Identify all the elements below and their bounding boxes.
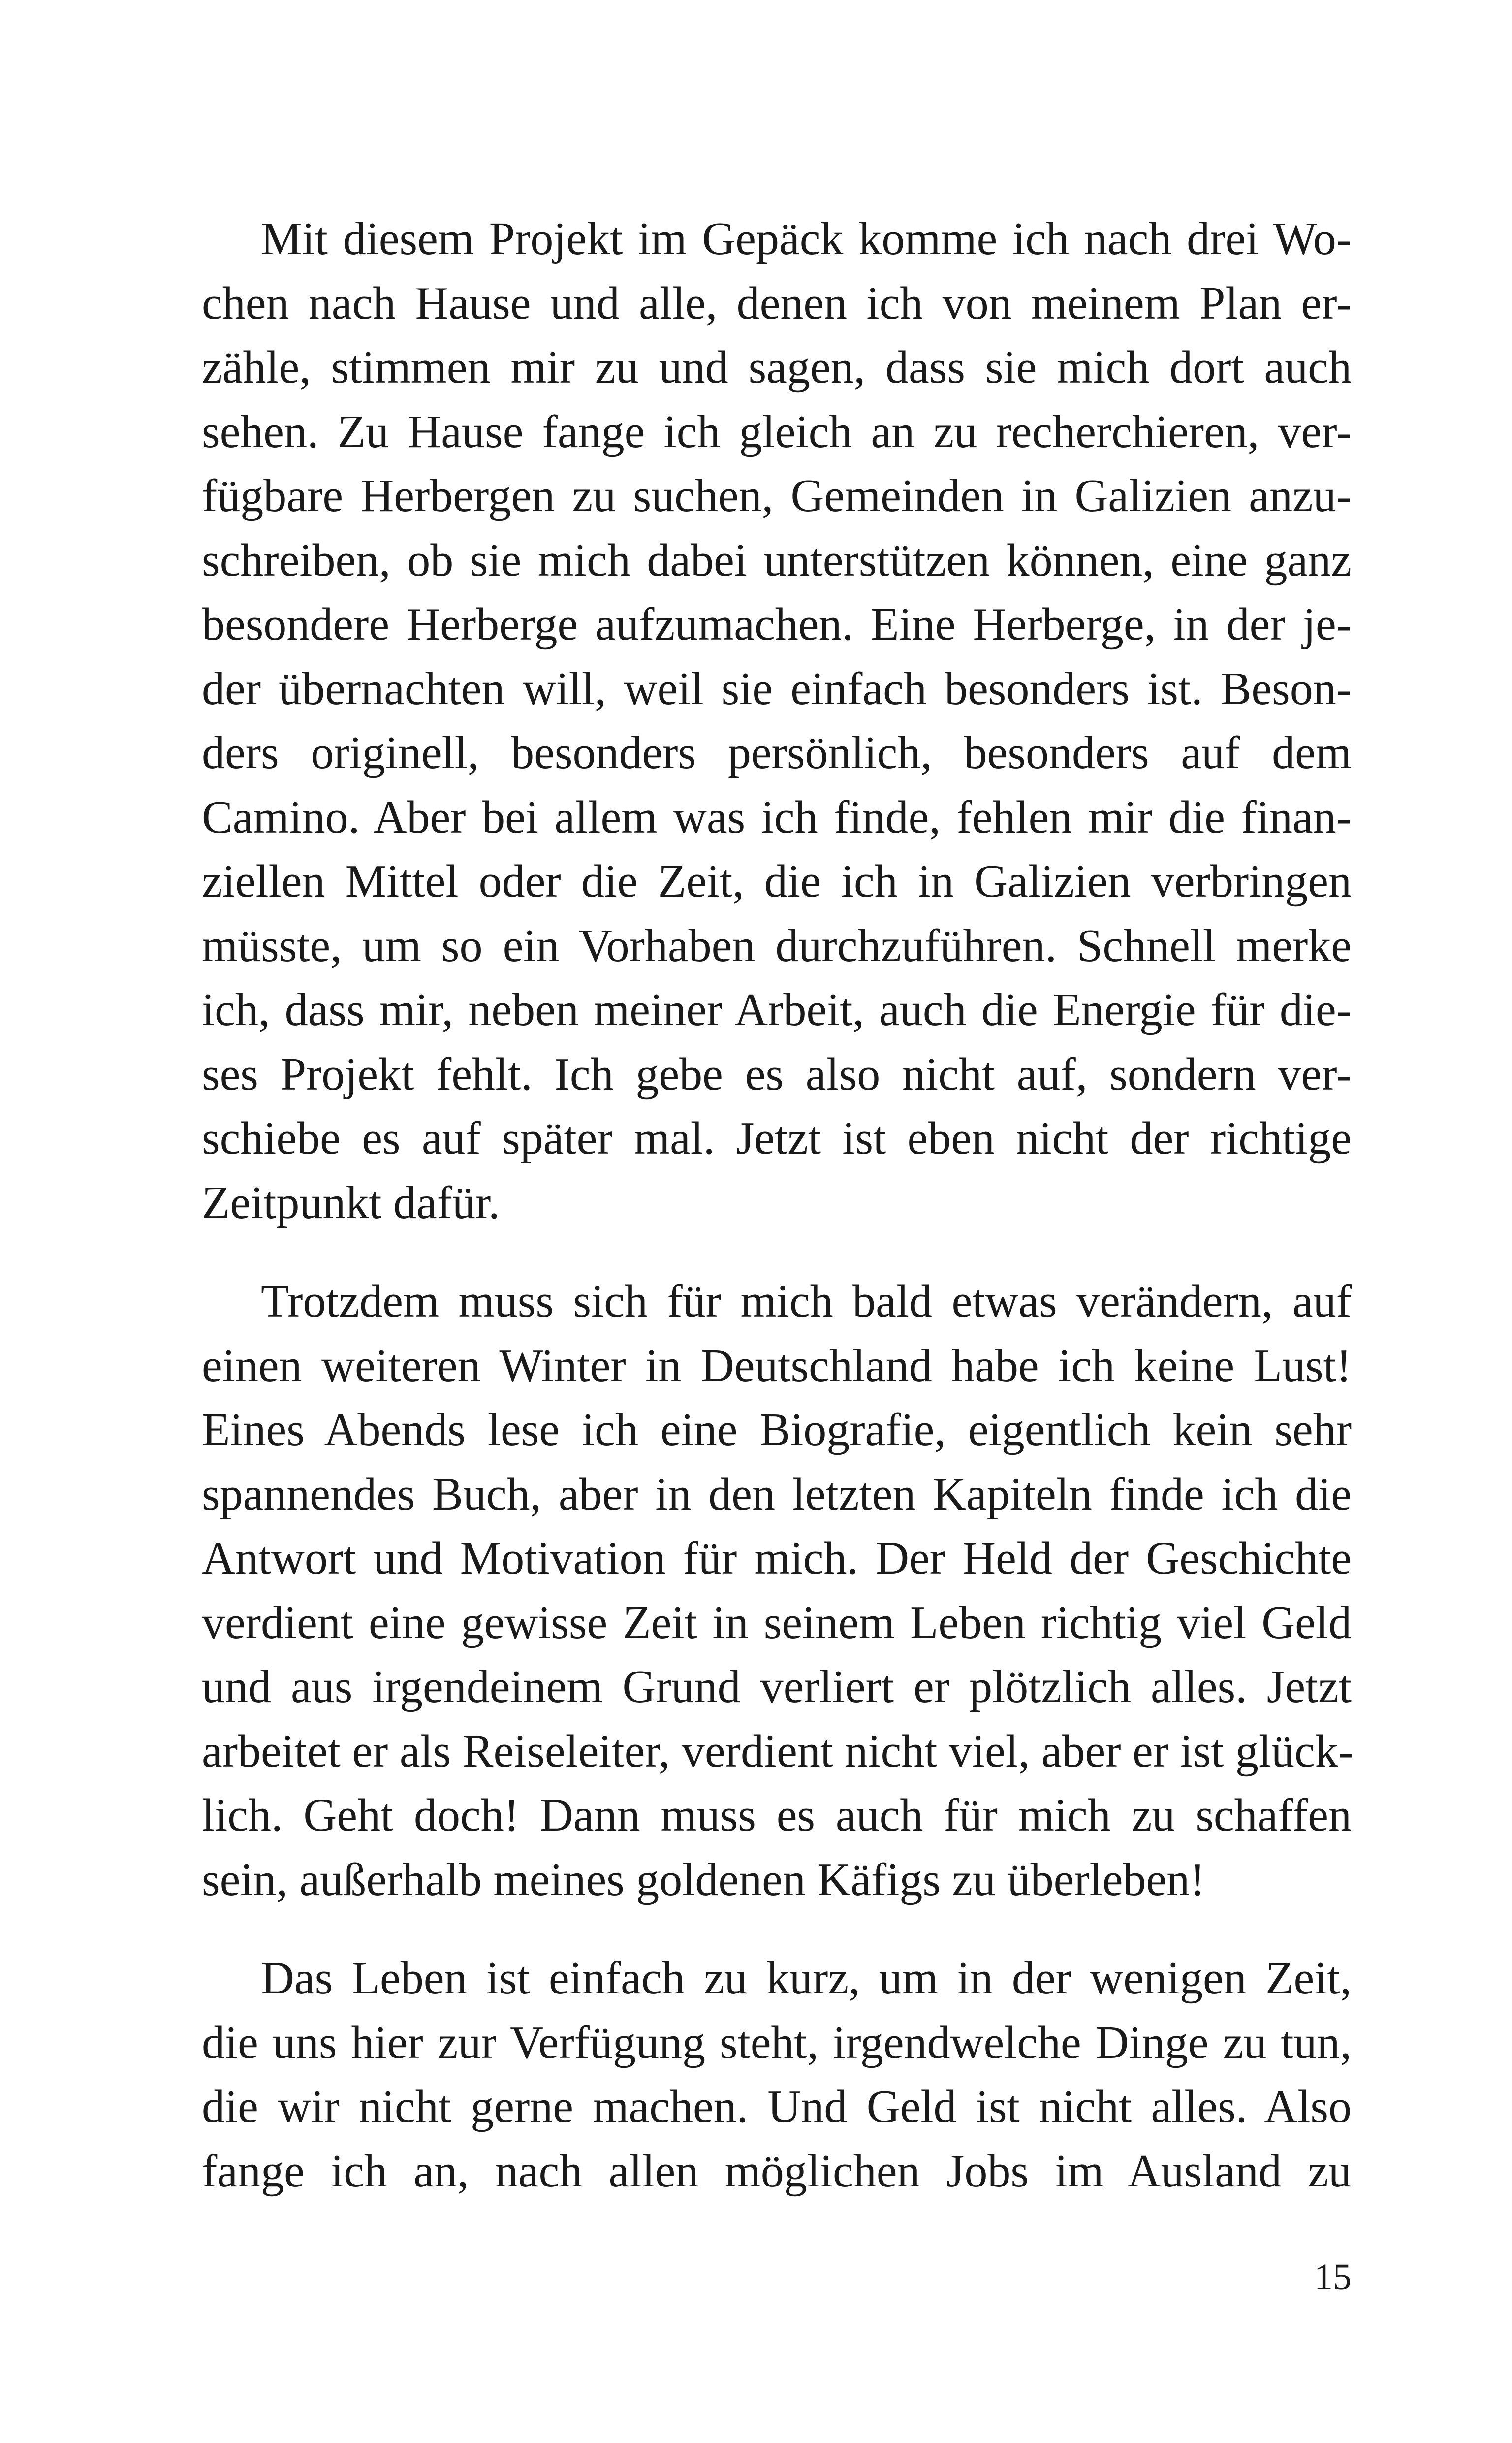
paragraph-gap (202, 1912, 1352, 1946)
text-line: chen nach Hause und alle, denen ich von meinem Plan er- (202, 277, 1352, 329)
text-line: Antwort und Motivation für mich. Der Held der Geschichte (202, 1533, 1352, 1584)
text-line: fügbare Herbergen zu suchen, Gemeinden in Galizien anzu- (202, 470, 1352, 521)
text-line: die uns hier zur Verfügung steht, irgendwelche Dinge zu tun, (202, 2017, 1352, 2068)
text-line: einen weiteren Winter in Deutschland habe ich keine Lust! (202, 1340, 1352, 1391)
text-line: Trotzdem muss sich für mich bald etwas verändern, auf (261, 1276, 1352, 1327)
text-line: Camino. Aber bei allem was ich finde, fehlen mir die finan- (202, 791, 1352, 843)
body-text (202, 207, 1352, 2203)
page-number: 15 (1314, 2256, 1352, 2298)
text-line: müsste, um so ein Vorhaben durchzuführen. Schnell merke (202, 920, 1352, 971)
text-line: lich. Geht doch! Dann muss es auch für mich zu schaffen (202, 1790, 1352, 1841)
text-line: ders originell, besonders persönlich, besonders auf dem (202, 727, 1352, 778)
text-line: ziellen Mittel oder die Zeit, die ich in Galizien verbringen (202, 856, 1352, 907)
text-line: ses Projekt fehlt. Ich gebe es also nicht auf, sondern ver- (202, 1048, 1352, 1100)
text-line: Das Leben ist einfach zu kurz, um in der wenigen Zeit, (261, 1953, 1352, 2004)
text-line: Zeitpunkt dafür. (202, 1177, 500, 1228)
text-line: sehen. Zu Hause fange ich gleich an zu recherchieren, ver- (202, 406, 1352, 457)
text-line: Eines Abends lese ich eine Biografie, eigentlich kein sehr (202, 1404, 1352, 1455)
text-line: spannendes Buch, aber in den letzten Kapiteln finde ich die (202, 1468, 1352, 1520)
text-line: zähle, stimmen mir zu und sagen, dass sie mich dort auch (202, 342, 1352, 393)
text-line: Mit diesem Projekt im Gepäck komme ich nach drei Wo- (261, 213, 1352, 264)
text-line: ich, dass mir, neben meiner Arbeit, auch die Energie für die- (202, 984, 1352, 1035)
text-line: der übernachten will, weil sie einfach besonders ist. Beson- (202, 663, 1352, 714)
paragraph-gap (202, 1235, 1352, 1269)
text-line: die wir nicht gerne machen. Und Geld ist nicht alles. Also (202, 2081, 1352, 2132)
text-line: fange ich an, nach allen möglichen Jobs im Ausland zu (202, 2145, 1352, 2197)
text-line: besondere Herberge aufzumachen. Eine Herberge, in der je- (202, 599, 1352, 650)
text-line: schreiben, ob sie mich dabei unterstützen können, eine ganz (202, 534, 1352, 586)
text-line: verdient eine gewisse Zeit in seinem Leben richtig viel Geld (202, 1597, 1352, 1648)
text-line: sein, außerhalb meines goldenen Käfigs zu überleben! (202, 1854, 1205, 1905)
text-line: arbeitet er als Reiseleiter, verdient nicht viel, aber er ist glück- (202, 1725, 1354, 1777)
text-line: schiebe es auf später mal. Jetzt ist eben nicht der richtige (202, 1113, 1352, 1164)
text-line: und aus irgendeinem Grund verliert er plötzlich alles. Jetzt (202, 1661, 1352, 1712)
